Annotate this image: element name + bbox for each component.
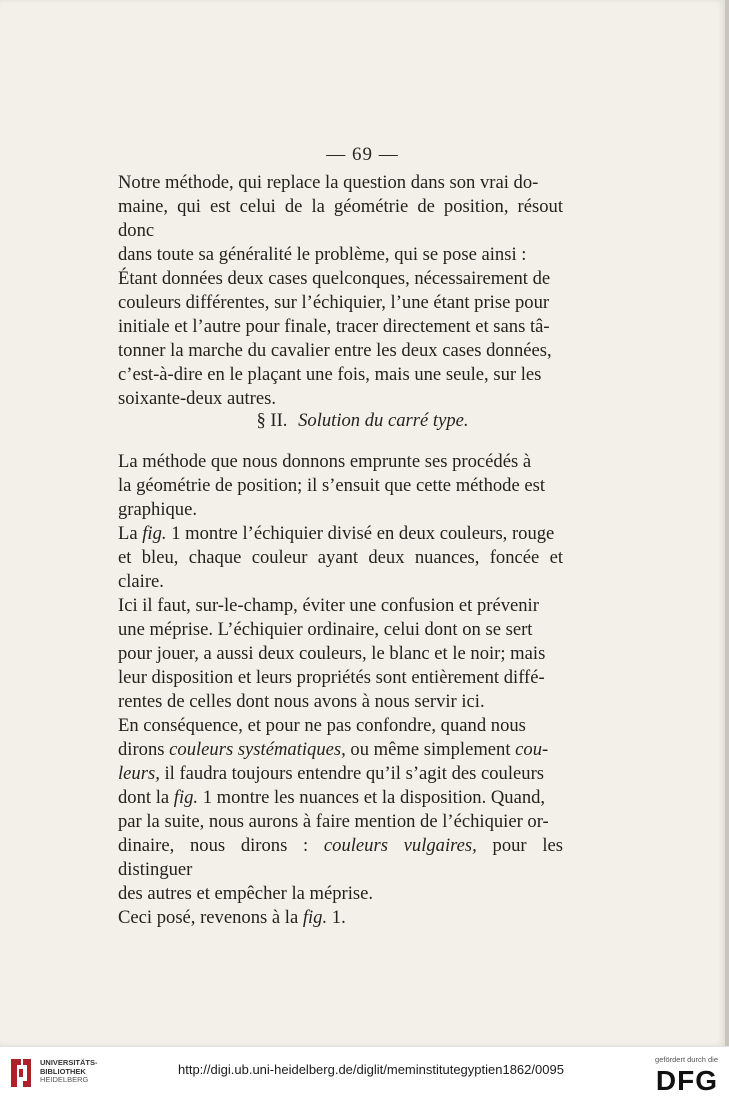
section-title: Solution du carré type.: [298, 410, 469, 431]
library-logo-icon: [8, 1055, 34, 1091]
text-line: dirons couleurs systématiques, ou même simplement cou-: [118, 739, 549, 760]
funder-label: gefördert durch die: [655, 1055, 718, 1064]
footer-bar: [0, 1046, 729, 1100]
text-line: Ceci posé, revenons à la fig. 1.: [118, 907, 346, 928]
text-line: Étant données deux cases quelconques, nécessairement de: [118, 268, 551, 289]
page-edge: [725, 0, 729, 1046]
text-line: leur disposition et leurs propriétés sont entièrement diffé-: [118, 667, 545, 688]
text-line: pour jouer, a aussi deux couleurs, le blanc et le noir; mais: [118, 643, 546, 664]
text-line: Notre méthode, qui replace la question dans son vrai do-: [118, 172, 539, 193]
text-line: maine, qui est celui de la géométrie de position, résout donc: [118, 196, 563, 241]
text-line: La fig. 1 montre l’échiquier divisé en deux couleurs, rouge: [118, 523, 555, 544]
text-line: soixante-deux autres.: [118, 388, 276, 409]
text-line: des autres et empêcher la méprise.: [118, 883, 374, 904]
text-line: dont la fig. 1 montre les nuances et la disposition. Quand,: [118, 787, 546, 808]
text-line: Ici il faut, sur-le-champ, éviter une confusion et prévenir: [118, 595, 539, 616]
text-block-top: [118, 171, 563, 411]
text-line: la géométrie de position; il s’ensuit que cette méthode est: [118, 475, 546, 496]
text-line: une méprise. L’échiquier ordinaire, celui dont on se sert: [118, 619, 533, 640]
text-line: initiale et l’autre pour finale, tracer directement et sans tâ-: [118, 316, 550, 337]
dfg-logo: DFG: [655, 1065, 718, 1096]
text-line: dinaire, nous dirons : couleurs vulgaires, pour les distinguer: [118, 835, 563, 880]
text-line: graphique.: [118, 499, 197, 520]
text-line: par la suite, nous aurons à faire mention de l’échiquier or-: [118, 811, 549, 832]
section-mark: § II.: [256, 410, 288, 431]
page-number: — 69 —: [326, 144, 399, 165]
library-name: UNIVERSITÄTS- BIBLIOTHEK HEIDELBERG: [40, 1058, 98, 1084]
permalink-url[interactable]: http://digi.ub.uni-heidelberg.de/diglit/meminstitutegyptien1862/0095: [178, 1062, 564, 1077]
text-line: c’est-à-dire en le plaçant une fois, mais une seule, sur les: [118, 364, 542, 385]
text-block-bottom: [118, 450, 563, 930]
text-line: dans toute sa généralité le problème, qui se pose ainsi :: [118, 244, 527, 265]
section-heading: [0, 410, 725, 432]
text-line: La méthode que nous donnons emprunte ses procédés à: [118, 451, 532, 472]
text-line: rentes de celles dont nous avons à nous servir ici.: [118, 691, 485, 712]
text-line: leurs, il faudra toujours entendre qu’il s’agit des couleurs: [118, 763, 545, 784]
text-line: couleurs différentes, sur l’échiquier, l’une étant prise pour: [118, 292, 550, 313]
text-line: tonner la marche du cavalier entre les deux cases données,: [118, 340, 552, 361]
text-line: et bleu, chaque couleur ayant deux nuances, foncée et claire.: [118, 547, 563, 592]
text-line: En conséquence, et pour ne pas confondre, quand nous: [118, 715, 526, 736]
